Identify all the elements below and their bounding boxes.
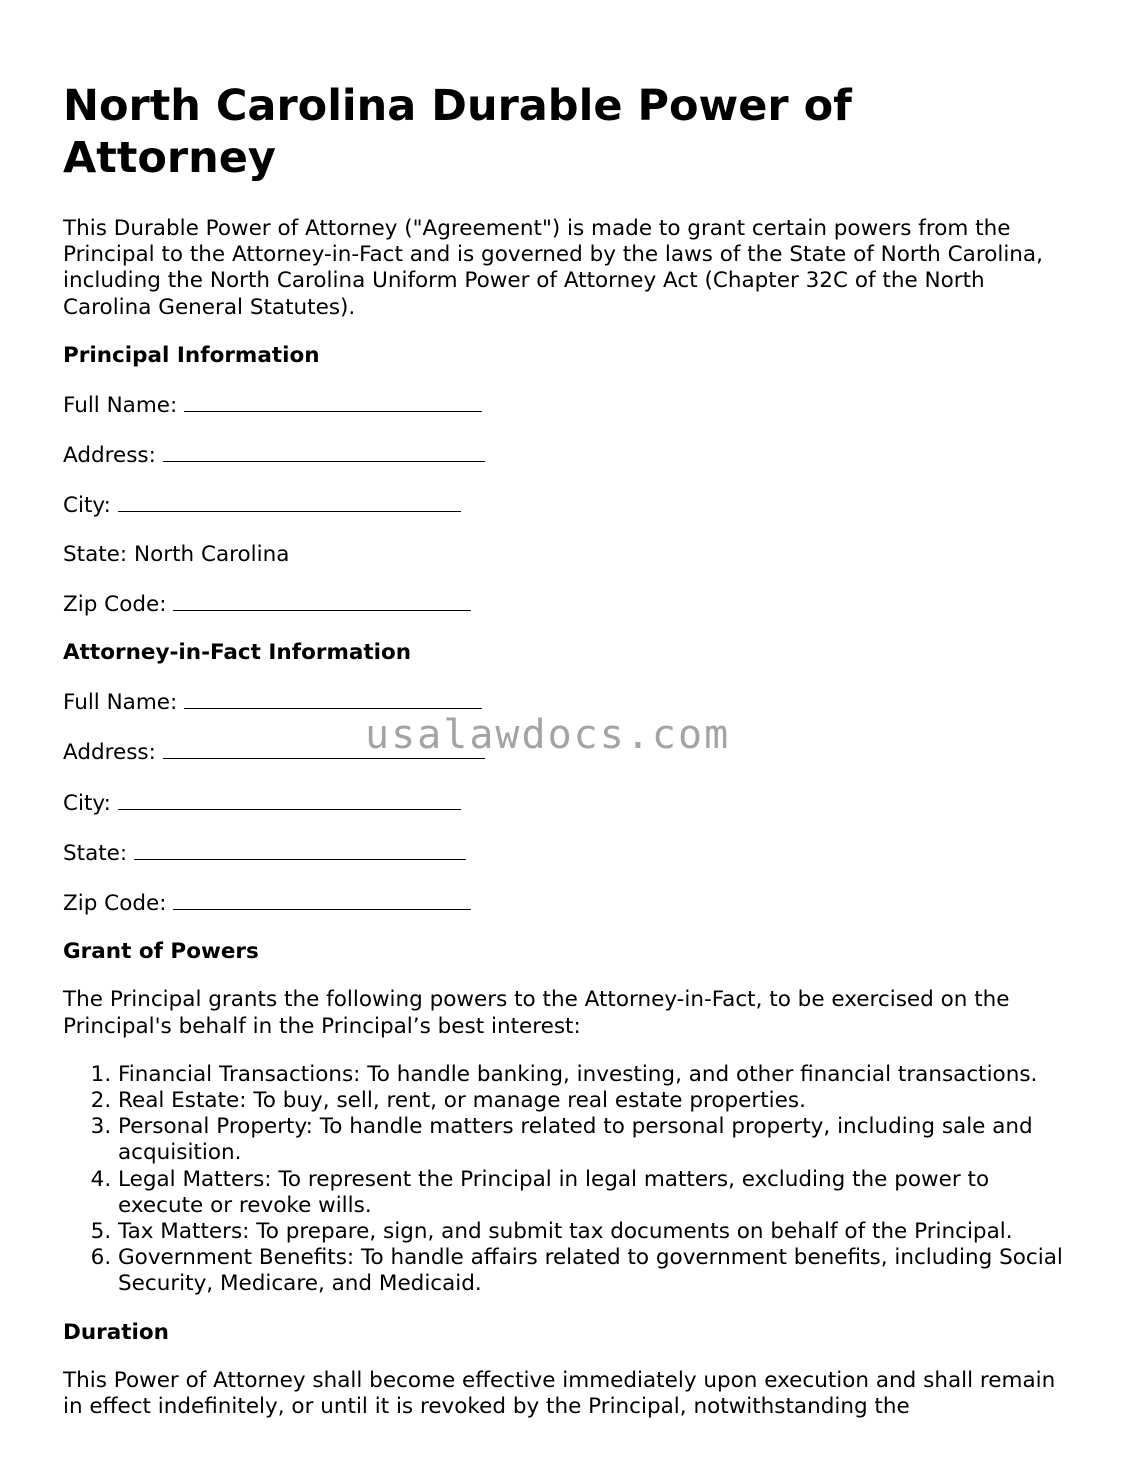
duration-heading: Duration <box>63 1319 169 1345</box>
list-item: 5. Tax Matters: To prepare, sign, and submit tax documents on behalf of the Principal. <box>118 1219 1073 1245</box>
list-item: 6. Government Benefits: To handle affairs related to government benefits, including Social Security, Medicare, and Medicaid. <box>118 1245 1073 1297</box>
principal-full-name-label: Full Name: <box>63 393 178 419</box>
grant-heading: Grant of Powers <box>63 939 259 965</box>
grant-intro: The Principal grants the following powers to the Attorney-in-Fact, to be exercised on the Principal's behalf in the Principal’s best interest: <box>63 987 1010 1039</box>
attorney-zip-label: Zip Code: <box>63 891 167 917</box>
principal-city-label: City: <box>63 493 111 519</box>
attorney-state-label: State: <box>63 840 128 866</box>
attorney-full-name-label: Full Name: <box>63 690 178 716</box>
principal-state-field <box>63 542 1073 568</box>
principal-full-name-field <box>63 391 1073 419</box>
watermark: usalawdocs.com <box>365 712 731 758</box>
principal-city-blank[interactable] <box>118 491 461 512</box>
duration-paragraph: This Power of Attorney shall become effective immediately upon execution and shall remain in effect indefinitely, or until it is revoked by the Principal, notwithstanding the <box>63 1367 1056 1420</box>
powers-list <box>63 1062 1073 1298</box>
document-title: North Carolina Durable Power of Attorney <box>63 81 852 183</box>
attorney-zip-field <box>63 889 1073 917</box>
principal-zip-blank[interactable] <box>173 590 471 611</box>
attorney-full-name-field <box>63 688 1073 716</box>
principal-city-field <box>63 491 1073 519</box>
list-item: 1. Financial Transactions: To handle banking, investing, and other financial transactions. <box>118 1062 1073 1088</box>
attorney-state-field <box>63 839 1073 867</box>
list-item: 3. Personal Property: To handle matters related to personal property, including sale and acquisition. <box>118 1114 1073 1166</box>
attorney-full-name-blank[interactable] <box>184 688 482 709</box>
principal-address-blank[interactable] <box>163 441 485 462</box>
principal-zip-field <box>63 590 1073 618</box>
intro-paragraph: This Durable Power of Attorney ("Agreement") is made to grant certain powers from the Principal to the Attorney-in-Fact and is governed by the laws of the State of North Carolina, including the North Carolina Uniform Power of Attorney Act (Chapter 32C of the North Carolina General Statutes). <box>63 216 1043 320</box>
principal-address-field <box>63 441 1073 469</box>
attorney-city-field <box>63 789 1073 817</box>
list-item: 2. Real Estate: To buy, sell, rent, or manage real estate properties. <box>118 1088 1073 1114</box>
principal-state-label: State: North Carolina <box>63 541 290 567</box>
attorney-address-blank[interactable] <box>163 738 485 759</box>
attorney-state-blank[interactable] <box>134 839 466 860</box>
principal-heading: Principal Information <box>63 342 320 368</box>
principal-address-label: Address: <box>63 443 156 469</box>
document-page <box>63 80 1073 1442</box>
attorney-heading: Attorney-in-Fact Information <box>63 640 412 666</box>
list-item: 4. Legal Matters: To represent the Principal in legal matters, excluding the power to execute or revoke wills. <box>118 1167 1073 1219</box>
attorney-zip-blank[interactable] <box>173 889 471 910</box>
attorney-city-blank[interactable] <box>118 789 461 810</box>
attorney-address-label: Address: <box>63 740 156 766</box>
principal-zip-label: Zip Code: <box>63 591 167 617</box>
principal-full-name-blank[interactable] <box>184 391 482 412</box>
attorney-city-label: City: <box>63 790 111 816</box>
attorney-address-field <box>63 738 1073 766</box>
